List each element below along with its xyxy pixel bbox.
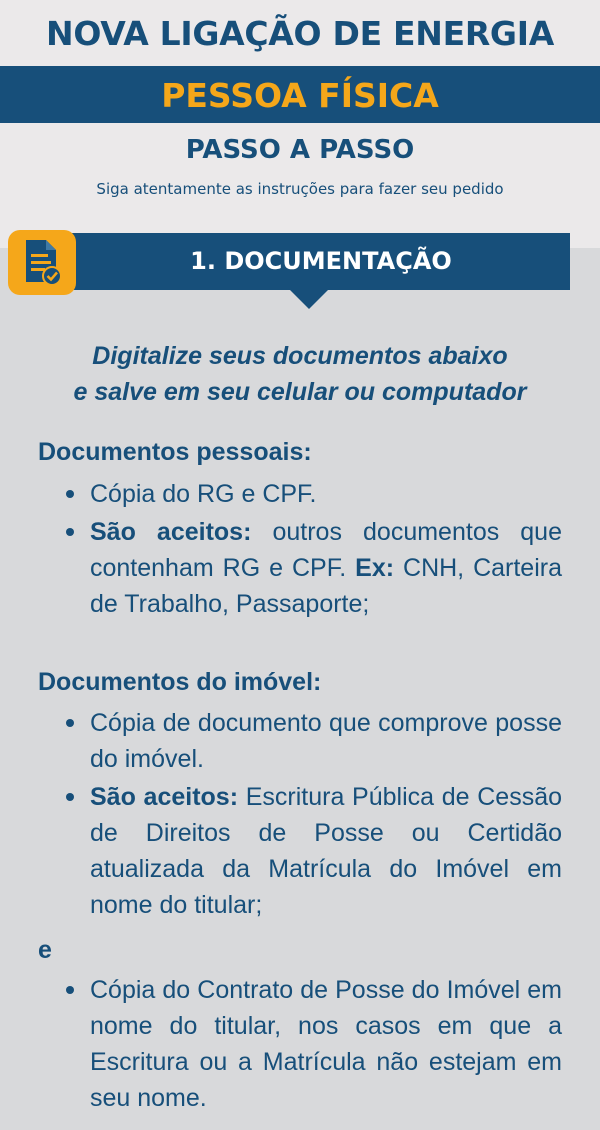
document-check-icon bbox=[8, 230, 76, 295]
personal-docs-heading: Documentos pessoais: bbox=[38, 438, 312, 466]
property-docs-list bbox=[90, 705, 562, 925]
property-docs-heading: Documentos do imóvel: bbox=[38, 668, 322, 696]
intro-text bbox=[30, 338, 570, 410]
example-label: Ex: bbox=[355, 554, 395, 582]
list-item bbox=[90, 779, 562, 923]
section-title: 1. DOCUMENTAÇÃO bbox=[190, 247, 452, 275]
list-item bbox=[90, 705, 562, 777]
property-docs-list-2 bbox=[90, 972, 562, 1118]
accepted-label: São aceitos: bbox=[90, 518, 252, 546]
list-item-text: Cópia do RG e CPF. bbox=[90, 480, 317, 508]
list-item-text: Cópia de documento que comprove posse do imóvel. bbox=[90, 709, 562, 773]
intro-line-1: Digitalize seus documentos abaixo bbox=[92, 342, 508, 370]
band-title: PESSOA FÍSICA bbox=[161, 76, 439, 115]
list-item bbox=[90, 476, 562, 512]
subtitle: PASSO A PASSO bbox=[185, 135, 415, 165]
accepted-label: São aceitos: bbox=[90, 783, 239, 811]
section-pointer bbox=[289, 289, 329, 309]
list-item-text: Escritura Pública de Cessão de Direitos de Posse ou Certidão atualizada da Matrícula do Imóvel em nome do titular; bbox=[90, 783, 563, 919]
list-item bbox=[90, 514, 562, 622]
list-item-text: Cópia do Contrato de Posse do Imóvel em nome do titular, nos casos em que a Escritura ou a Matrícula não estejam em seu nome. bbox=[90, 976, 562, 1112]
intro-line-2: e salve em seu celular ou computador bbox=[73, 378, 527, 406]
list-item-text: outros documentos que contenham RG e CPF. bbox=[90, 518, 562, 582]
personal-docs-list bbox=[90, 476, 562, 624]
page-title: NOVA LIGAÇÃO DE ENERGIA bbox=[46, 14, 554, 53]
connector-text: e bbox=[38, 936, 52, 964]
list-item bbox=[90, 972, 562, 1116]
list-item-text: CNH, Carteira de Trabalho, Passaporte; bbox=[90, 554, 562, 618]
tagline: Siga atentamente as instruções para fazer seu pedido bbox=[96, 180, 504, 198]
